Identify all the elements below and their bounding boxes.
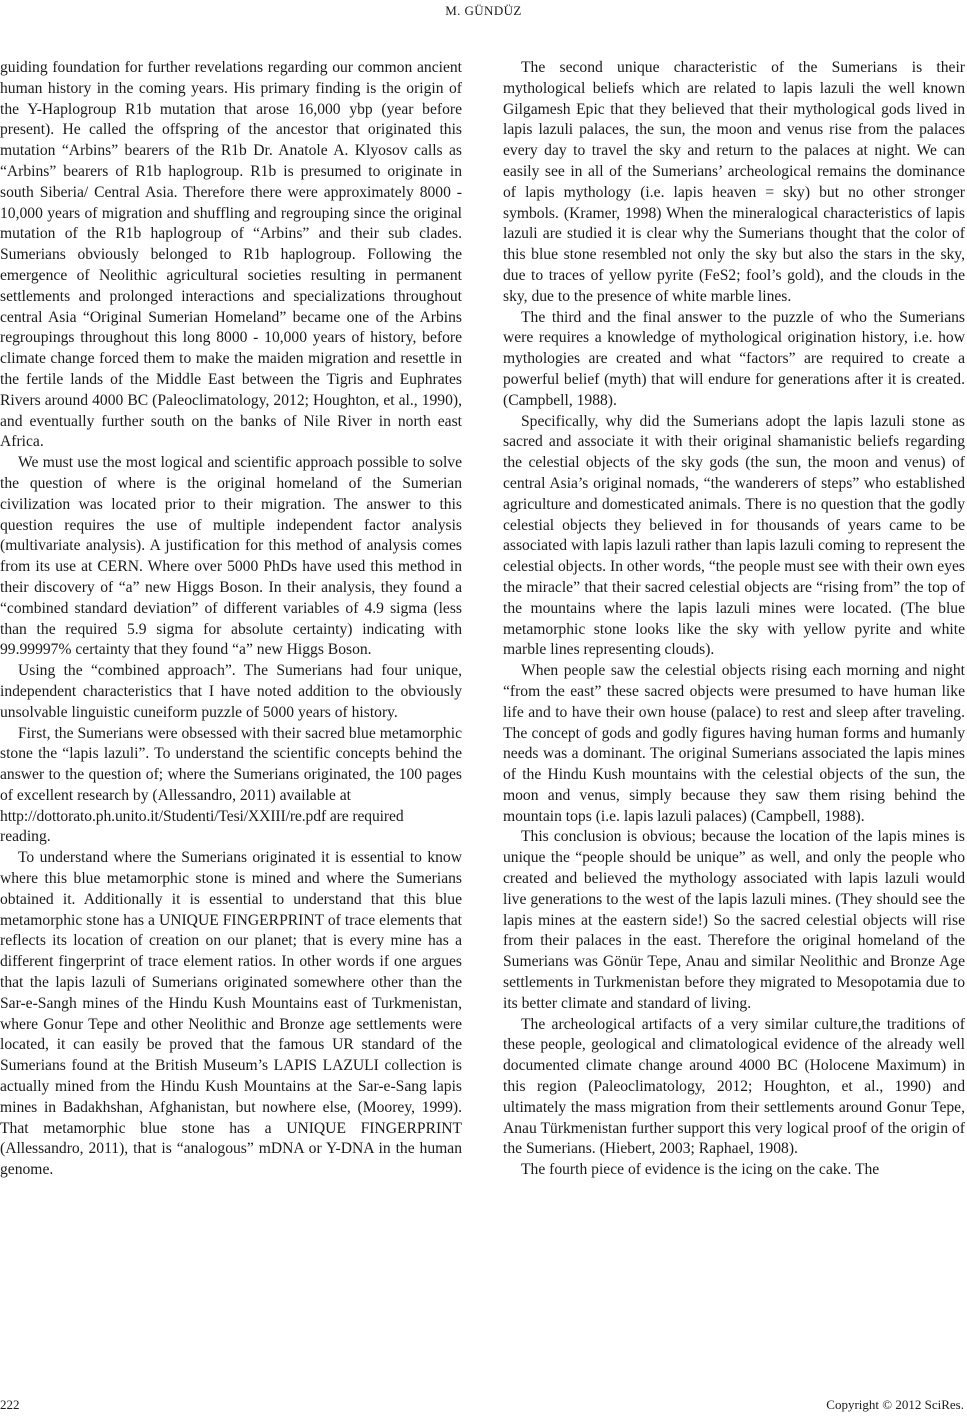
body-paragraph: The third and the final answer to the puzzle of who the Sumerians were requires a knowledge of mythological origination history, i.e. how mythologies are created and what “factors” are required to create a powerful belief (myth) that will endure for generations after it is created. (Campbell, 1988).: [503, 308, 965, 409]
body-paragraph: Using the “combined approach”. The Sumerians had four unique, independent characteristics that I have noted addition to the obviously unsolvable linguistic cuneiform puzzle of 5000 years of history.: [0, 662, 462, 721]
body-paragraph: The archeological artifacts of a very similar culture,the traditions of these people, geological and climatological evidence of the already well documented climate change around 4000 BC (Holocene Maximum) in this region (Paleoclimatology, 2012; Houghton, et al., 1990) and ultimately the mass migration from their settlements around Gonur Tepe, Anau Türkmenistan further support this very logical proof of the origin of the Sumerians. (Hiebert, 2003; Raphael, 1908).: [503, 1015, 965, 1158]
left-column: [0, 58, 462, 1181]
url-line: http://dottorato.ph.unito.it/Studenti/Tesi/XXIII/re.pdf are required: [0, 807, 404, 825]
body-paragraph: reading.: [0, 828, 51, 846]
body-paragraph: Specifically, why did the Sumerians adopt the lapis lazuli stone as sacred and associate it with their original shamanistic beliefs regarding the celestial objects of the sky gods (the sun, the moon and venus) of central Asia’s original nomads, “the wanderers of steps” who established agriculture and domesticated animals. There is no question that the godly celestial objects they believed in for thousands of years came to be associated with lapis lazuli rather than lapis lazuli coming to represent the celestial objects. In other words, “the people must see with their own eyes the miracle” that their sacred celestial objects are “rising from” the top of the mountains where the lapis lazuli mines were located. (The blue metamorphic stone looks like the sky with yellow pyrite and white marble lines representing clouds).: [503, 412, 965, 659]
body-paragraph: When people saw the celestial objects rising each morning and night “from the east” these sacred objects were presumed to have human like life and to have their own house (palace) to rest and sleep after traveling. The concept of gods and godly figures having human forms and humanly needs was a dominant. The original Sumerians associated the lapis mines of the Hindu Kush mountains with the celestial objects of the sun, the moon and venus, simply because they saw them rising behind the mountain tops (i.e. lapis lazuli palaces) (Campbell, 1988).: [503, 662, 965, 825]
body-paragraph: First, the Sumerians were obsessed with their sacred blue metamorphic stone the “lapis lazuli”. To understand the scientific concepts behind the answer to the question of; where the Sumerians originated, the 100 pages of excellent research by (Allessandro, 2011) available at: [0, 724, 462, 804]
body-paragraph: guiding foundation for further revelations regarding our common ancient human history in the coming years. His primary finding is the origin of the Y-Haplogroup R1b mutation that arose 16,000 ybp (year before present). He called the offspring of the ancestor that originated this mutation “Arbins” bearers of the R1b Dr. Anatole A. Klyosov calls as “Arbins” bearers of R1b haplogroup. R1b is presumed to originate in south Siberia/ Central Asia. Therefore there were approximately 8000 - 10,000 years of migration and shuffling and regrouping since the original mutation of the R1b haplogroup of “Arbins” and their sub clades. Sumerians obviously belonged to R1b haplogroup. Following the emergence of Neolithic agricultural societies resulting in permanent settlements and prolonged interactions and specializations throughout central Asia “Original Sumerian Homeland” became one of the Arbins regroupings throughout this long 8000 - 10,000 years of history, before climate change forced them to make the maiden migration and resettle in the fertile lands of the Middle East between the Tigris and Euphrates Rivers around 4000 BC (Paleoclimatology, 2012; Houghton, et al., 1990), and eventually further south on the banks of Nile River in north east Africa.: [0, 59, 462, 451]
running-head: M. GÜNDÜZ: [445, 3, 522, 18]
page-number: 222: [0, 1397, 20, 1412]
body-paragraph: The fourth piece of evidence is the icing on the cake. The: [521, 1161, 880, 1179]
body-paragraph: The second unique characteristic of the Sumerians is their mythological beliefs which are related to lapis lazuli the well known Gilgamesh Epic that they believed that their mythological gods lived in lapis lazuli palaces, the sun, the moon and venus rise from the palaces every day to travel the sky and return to the palaces at night. We can easily see in all of the Sumerians’ archeological remains the dominance of lapis mythology (i.e. lapis heaven = sky) but no other stronger symbols. (Kramer, 1998) When the mineralogical characteristics of lapis lazuli are studied it is clear why the Sumerians thought that the color of this blue stone resembled not only the sky but also the stars in the sky, due to traces of yellow pyrite (FeS2; fool’s gold), and the clouds in the sky, due to the presence of white marble lines.: [503, 59, 965, 305]
body-paragraph: To understand where the Sumerians originated it is essential to know where this blue metamorphic stone is mined and where the Sumerians obtained it. Additionally it is essential to understand that this blue metamorphic stone has a UNIQUE FINGERPRINT of trace elements that reflects its location of creation on our planet; that is every mine has a different fingerprint of trace element ratios. In other words if one argues that the lapis lazuli of Sumerians originated somewhere other than the Sar-e-Sangh mines of the Hindu Kush Mountains east of Turkmenistan, where Gonur Tepe and other Neolithic and Bronze age settlements were located, it can easily be proved that the famous UR standard of the Sumerians found at the British Museum’s LAPIS LAZULI collection is actually mined from the Hindu Kush Mountains at the Sar-e-Sang lapis mines in Badakhshan, Afghanistan, but nowhere else, (Moorey, 1999). That metamorphic blue stone has a UNIQUE FINGERPRINT (Allessandro, 2011), that is “analogous” mDNA or Y-DNA in the human genome.: [0, 849, 462, 1179]
body-paragraph: We must use the most logical and scientific approach possible to solve the question of where is the original homeland of the Sumerian civilization was located prior to their migration. The answer to this question requires the use of multiple independent factor analysis (multivariate analysis). A justification for this method of analysis comes from its use at CERN. Where over 5000 PhDs have used this method in their discovery of “a” new Higgs Boson. In their analysis, they found a “combined standard deviation” of different variables of 4.9 sigma (less than the required 5.9 sigma for absolute certainty) indicating with 99.99997% certainty that they found “a” new Higgs Boson.: [0, 454, 462, 659]
copyright-notice: Copyright © 2012 SciRes.: [826, 1397, 964, 1412]
right-column: [503, 58, 965, 1181]
body-paragraph: This conclusion is obvious; because the location of the lapis mines is unique the “people should be unique” as well, and only the people who created and believed the mythology associated with lapis lazuli would live generations to the west of the lapis lazuli mines. (They should see the lapis mines at the eastern side!) So the sacred celestial objects will rise from their palaces in the east. Therefore the original homeland of the Sumerians was Gönür Tepe, Anau and similar Neolithic and Bronze Age settlements in Turkmenistan before they migrated to Mesopotamia due to its better climate and standard of living.: [503, 828, 965, 1012]
